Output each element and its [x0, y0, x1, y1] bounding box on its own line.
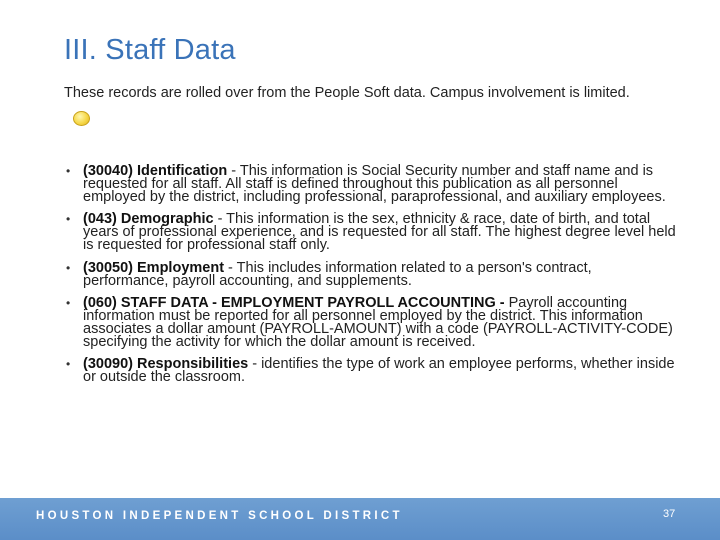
list-item	[66, 259, 678, 289]
bullet-heading: (060) STAFF DATA - EMPLOYMENT PAYROLL ACCOUNTING -	[83, 294, 505, 311]
footer-organization: HOUSTON INDEPENDENT SCHOOL DISTRICT	[36, 510, 403, 522]
bullet-text: - This information is Social Security number and staff name and is requested for all staff. All staff is defined throughout this publication as all personnel employed by the district, including professional, paraprofessional, and auxiliary employees.	[83, 163, 666, 206]
list-item	[66, 213, 678, 252]
bullet-text: - identifies the type of work an employee performs, whether inside or outside the classroom.	[83, 356, 675, 386]
bullet-text: - This includes information related to a person's contract, performance, payroll accounting, and supplements.	[83, 259, 592, 289]
list-item	[66, 294, 678, 351]
bullet-heading: (30090) Responsibilities	[83, 356, 249, 373]
slide-title: III. Staff Data	[64, 34, 236, 66]
intro-text: These records are rolled over from the People Soft data. Campus involvement is limited.	[64, 85, 630, 101]
bullet-list	[66, 165, 678, 393]
bullet-text: - This information is the sex, ethnicity & race, date of birth, and total years of professional experience, and is requested for all staff. The highest degree level held is requested for professional staff only.	[83, 211, 676, 254]
list-item	[66, 358, 678, 384]
bullet-icon: •	[66, 357, 71, 372]
footer-bar	[0, 498, 720, 540]
yellow-dot-icon	[73, 111, 90, 126]
bullet-icon: •	[66, 212, 71, 227]
bullet-icon: •	[66, 260, 71, 275]
bullet-icon: •	[66, 295, 71, 310]
bullet-heading: (30040) Identification	[83, 163, 228, 179]
bullet-text: Payroll accounting information must be reported for all personnel employed by the district. This information associates a dollar amount (PAYROLL-AMOUNT) with a code (PAYROLL-ACTIVITY-CODE) specifying the activity for which the dollar amount is received.	[83, 294, 673, 351]
list-item	[66, 165, 678, 204]
bullet-heading: (043) Demographic	[83, 211, 214, 228]
bullet-heading: (30050) Employment	[83, 259, 225, 276]
bullet-icon: •	[66, 164, 71, 178]
page-number: 37	[663, 508, 676, 520]
